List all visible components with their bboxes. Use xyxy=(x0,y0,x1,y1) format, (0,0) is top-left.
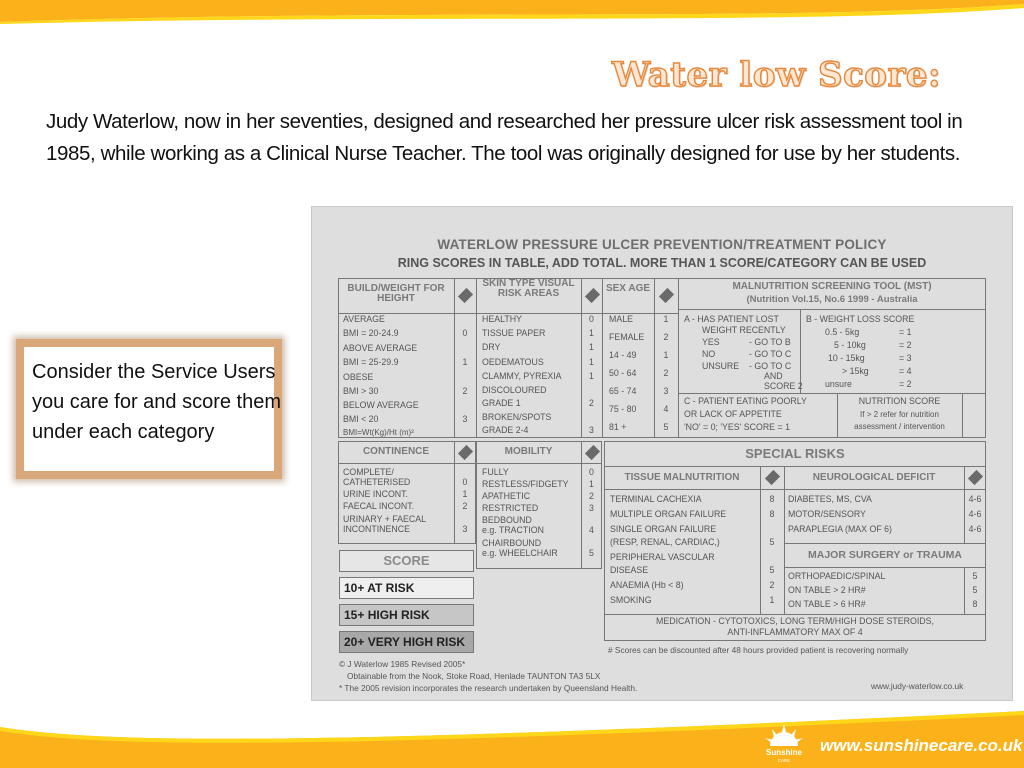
divider xyxy=(784,567,986,568)
slide-title: Water low Score: xyxy=(612,55,942,95)
tissue-row-score: 5 xyxy=(769,565,775,575)
nutrition-score-note: If > 2 refer for nutrition xyxy=(860,410,939,419)
skin-row-label: GRADE 1 xyxy=(482,398,521,408)
tissue-row-score: 2 xyxy=(769,580,775,590)
skin-row-score: 2 xyxy=(589,398,594,408)
intro-paragraph: Judy Waterlow, now in her seventies, designed and researched her pressure ulcer risk assessment tool in 1985, while working as a Clinical Nurse Teacher. The tool was originally designed for use by her students. xyxy=(46,110,963,165)
surgery-row-score: 8 xyxy=(972,599,978,609)
continence-row-score: 0 xyxy=(462,477,468,487)
mst-c-line: 'NO' = 0; 'YES' SCORE = 1 xyxy=(684,422,790,432)
tissue-row-label: SINGLE ORGAN FAILURE xyxy=(610,524,717,534)
chart-heading: WATERLOW PRESSURE ULCER PREVENTION/TREATMENT POLICY xyxy=(437,237,887,252)
mst-b-score: = 4 xyxy=(899,366,912,376)
mst-c-line: OR LACK OF APPETITE xyxy=(684,409,782,419)
mst-a-answer: UNSURE xyxy=(702,361,740,371)
mst-a-title: A - HAS PATIENT LOST xyxy=(684,314,779,324)
surgery-row-score: 5 xyxy=(972,571,978,581)
mobility-row-score: 4 xyxy=(589,525,594,535)
surgery-row-score: 5 xyxy=(972,585,978,595)
mobility-row-label: RESTRICTED xyxy=(482,503,539,513)
surgery-row-label: ON TABLE > 2 HR# xyxy=(788,585,866,595)
neuro-row-score: 4-6 xyxy=(968,494,982,504)
age-row-score: 5 xyxy=(663,422,669,432)
build-row-sub: BMI = 25-29.9 xyxy=(343,357,399,367)
divider xyxy=(604,614,986,615)
sex-row-score: 1 xyxy=(663,314,669,324)
sex-row-label: MALE xyxy=(609,314,633,324)
mobility-row-score: 3 xyxy=(589,503,594,513)
neuro-row-label: DIABETES, MS, CVA xyxy=(788,494,872,504)
mst-b-range: 10 - 15kg xyxy=(828,353,865,363)
mobility-row-score: 2 xyxy=(589,491,594,501)
build-row-score: 1 xyxy=(462,357,468,367)
svg-text:CARE: CARE xyxy=(777,758,791,763)
sex-age-header: SEX AGE xyxy=(605,283,651,294)
skin-row-label: DRY xyxy=(482,342,501,352)
score-level-very-high-risk: 20+ VERY HIGH RISK xyxy=(339,631,474,653)
continence-row-label: INCONTINENCE xyxy=(343,524,410,534)
mst-a-and: AND xyxy=(764,371,783,381)
revision-note: * The 2005 revision incorporates the research undertaken by Queensland Health. xyxy=(339,683,638,693)
mobility-row-label: e.g. WHEELCHAIR xyxy=(482,548,558,558)
mobility-header: MOBILITY xyxy=(504,446,553,457)
skin-row-label: HEALTHY xyxy=(482,314,522,324)
mst-a-score2: SCORE 2 xyxy=(764,381,803,391)
address-note: Obtainable from the Nook, Stoke Road, Henlade TAUNTON TA3 5LX xyxy=(347,671,601,681)
sex-row-score: 2 xyxy=(663,332,669,342)
skin-row-label: CLAMMY, PYREXIA xyxy=(482,371,562,381)
mst-a-title: WEIGHT RECENTLY xyxy=(702,325,786,335)
build-row-label: BELOW AVERAGE xyxy=(343,400,419,410)
divider xyxy=(338,463,476,464)
skin-row-score: 0 xyxy=(589,314,594,324)
nutrition-score-title: NUTRITION SCORE xyxy=(858,396,941,406)
callout-text: Consider the Service Users you care for and score them under each category xyxy=(32,361,282,443)
age-row-label: 14 - 49 xyxy=(609,350,637,360)
continence-row-label: COMPLETE/ xyxy=(343,467,394,477)
mobility-row-label: FULLY xyxy=(482,467,509,477)
sex-row-label: FEMALE xyxy=(609,332,645,342)
age-row-score: 1 xyxy=(663,350,669,360)
mst-a-action: - GO TO B xyxy=(749,337,791,347)
skin-row-score: 1 xyxy=(589,328,594,338)
tissue-row-label: DISEASE xyxy=(610,565,649,575)
age-row-score: 4 xyxy=(663,404,669,414)
mobility-row-score: 0 xyxy=(589,467,594,477)
mst-b-range: 5 - 10kg xyxy=(834,340,866,350)
major-surgery-header: MAJOR SURGERY or TRAUMA xyxy=(807,549,962,561)
age-row-score: 3 xyxy=(663,386,669,396)
tissue-row-label: MULTIPLE ORGAN FAILURE xyxy=(610,509,727,519)
tissue-row-score: 8 xyxy=(769,509,775,519)
divider xyxy=(602,278,603,438)
mobility-row-label: e.g. TRACTION xyxy=(482,525,544,535)
skin-row-label: TISSUE PAPER xyxy=(482,328,546,338)
tissue-row-label: PERIPHERAL VASCULAR xyxy=(610,552,715,562)
skin-row-label: OEDEMATOUS xyxy=(482,357,544,367)
divider xyxy=(476,278,477,438)
mst-b-score: = 2 xyxy=(899,379,912,389)
score-level-at-risk: 10+ AT RISK xyxy=(339,577,474,599)
mst-b-range: 0.5 - 5kg xyxy=(825,327,860,337)
mst-a-answer: YES xyxy=(702,337,720,347)
skin-row-score: 1 xyxy=(589,357,594,367)
tissue-row-label: TERMINAL CACHEXIA xyxy=(610,494,702,504)
age-row-label: 81 + xyxy=(609,422,627,432)
top-wave-decoration xyxy=(0,0,1024,40)
divider xyxy=(784,466,785,614)
age-row-label: 65 - 74 xyxy=(609,386,637,396)
nutrition-score-note: assessment / intervention xyxy=(854,422,945,431)
mst-b-score: = 2 xyxy=(899,340,912,350)
surgery-row-label: ON TABLE > 6 HR# xyxy=(788,599,866,609)
tissue-row-label: ANAEMIA (Hb < 8) xyxy=(610,580,684,590)
age-row-label: 50 - 64 xyxy=(609,368,637,378)
skin-row-label: BROKEN/SPOTS xyxy=(482,412,552,422)
tissue-malnutrition-header: TISSUE MALNUTRITION xyxy=(624,472,740,483)
divider xyxy=(604,489,986,490)
continence-row-score: 3 xyxy=(462,524,468,534)
skin-header: SKIN TYPE VISUAL RISK AREAS xyxy=(482,278,575,299)
skin-row-score: 3 xyxy=(589,425,594,435)
continence-row-score: 1 xyxy=(462,489,468,499)
tissue-row-score: 1 xyxy=(769,595,775,605)
neuro-row-score: 4-6 xyxy=(968,524,982,534)
score-level-high-risk: 15+ HIGH RISK xyxy=(339,604,474,626)
divider xyxy=(604,466,986,467)
mst-b-title: B - WEIGHT LOSS SCORE xyxy=(806,314,915,324)
build-row-sub: BMI > 30 xyxy=(343,386,379,396)
sunshine-care-logo xyxy=(762,722,806,766)
divider xyxy=(784,543,986,544)
skin-row-score: 1 xyxy=(589,342,594,352)
discount-note: # Scores can be discounted after 48 hours provided patient is recovering normally xyxy=(608,645,909,655)
build-row-label: OBESE xyxy=(343,372,374,382)
continence-row-label: FAECAL INCONT. xyxy=(343,501,415,511)
mst-header: MALNUTRITION SCREENING TOOL (MST) xyxy=(732,281,932,292)
build-row-score: 0 xyxy=(462,328,468,338)
bmi-formula-note: BMI=Wt(Kg)/Ht (m)² xyxy=(343,428,414,437)
build-row-sub: BMI < 20 xyxy=(343,414,379,424)
medication-note: MEDICATION - CYTOTOXICS, LONG TERM/HIGH DOSE STEROIDS, xyxy=(656,616,934,626)
copyright-note: © J Waterlow 1985 Revised 2005* xyxy=(339,659,466,669)
mst-b-range: > 15kg xyxy=(842,366,869,376)
skin-row-label: DISCOLOURED xyxy=(482,385,547,395)
tissue-row-label: (RESP, RENAL, CARDIAC,) xyxy=(610,537,720,547)
mobility-row-label: CHAIRBOUND xyxy=(482,538,542,548)
mst-b-range: unsure xyxy=(825,379,852,389)
footer-url[interactable]: www.sunshinecare.co.uk xyxy=(820,736,1023,755)
build-header: BUILD/WEIGHT FOR HEIGHT xyxy=(347,283,445,304)
tissue-row-score: 8 xyxy=(769,494,775,504)
chart-subheading: RING SCORES IN TABLE, ADD TOTAL. MORE THAN 1 SCORE/CATEGORY CAN BE USED xyxy=(397,256,927,270)
skin-row-label: GRADE 2-4 xyxy=(482,425,529,435)
divider xyxy=(678,309,986,310)
build-row-score: 2 xyxy=(462,386,468,396)
mobility-row-score: 5 xyxy=(589,548,594,558)
mobility-row-label: RESTLESS/FIDGETY xyxy=(482,479,569,489)
neuro-row-score: 4-6 xyxy=(968,509,982,519)
mobility-row-score: 1 xyxy=(589,479,594,489)
waterlow-website: www.judy-waterlow.co.uk xyxy=(871,681,964,691)
mst-b-score: = 3 xyxy=(899,353,912,363)
neuro-row-label: MOTOR/SENSORY xyxy=(788,509,866,519)
callout-box xyxy=(16,339,282,479)
divider xyxy=(678,393,986,394)
mst-c-line: C - PATIENT EATING POORLY xyxy=(684,396,807,406)
build-row-score: 3 xyxy=(462,414,468,424)
skin-row-score: 1 xyxy=(589,371,594,381)
build-row-label: AVERAGE xyxy=(343,314,385,324)
medication-note: ANTI-INFLAMMATORY MAX OF 4 xyxy=(727,627,863,637)
continence-row-score: 2 xyxy=(462,501,468,511)
continence-row-label: URINE INCONT. xyxy=(343,489,409,499)
tissue-row-label: SMOKING xyxy=(610,595,652,605)
mobility-row-label: APATHETIC xyxy=(482,491,531,501)
mst-subheader: (Nutrition Vol.15, No.6 1999 - Australia xyxy=(746,294,918,305)
neurological-deficit-header: NEUROLOGICAL DEFICIT xyxy=(812,472,936,483)
build-row-label: ABOVE AVERAGE xyxy=(343,343,418,353)
divider xyxy=(476,463,602,464)
age-row-label: 75 - 80 xyxy=(609,404,637,414)
tissue-row-score: 5 xyxy=(769,537,775,547)
mst-a-action: - GO TO C xyxy=(749,349,792,359)
mst-a-answer: NO xyxy=(702,349,716,359)
svg-text:Sunshine: Sunshine xyxy=(765,748,803,757)
age-row-score: 2 xyxy=(663,368,669,378)
special-risks-header: SPECIAL RISKS xyxy=(745,446,845,461)
score-header: SCORE xyxy=(339,550,474,572)
build-row-sub: BMI = 20-24.9 xyxy=(343,328,399,338)
continence-row-label: URINARY + FAECAL xyxy=(343,514,427,524)
continence-header: CONTINENCE xyxy=(362,446,430,457)
waterlow-chart xyxy=(311,206,1013,701)
mst-b-score: = 1 xyxy=(899,327,912,337)
mst-a-action: - GO TO C xyxy=(749,361,792,371)
continence-row-label: CATHETERISED xyxy=(343,477,411,487)
mobility-row-label: BEDBOUND xyxy=(482,515,532,525)
neuro-row-label: PARAPLEGIA (MAX OF 6) xyxy=(788,524,892,534)
divider xyxy=(962,393,963,438)
surgery-row-label: ORTHOPAEDIC/SPINAL xyxy=(788,571,886,581)
